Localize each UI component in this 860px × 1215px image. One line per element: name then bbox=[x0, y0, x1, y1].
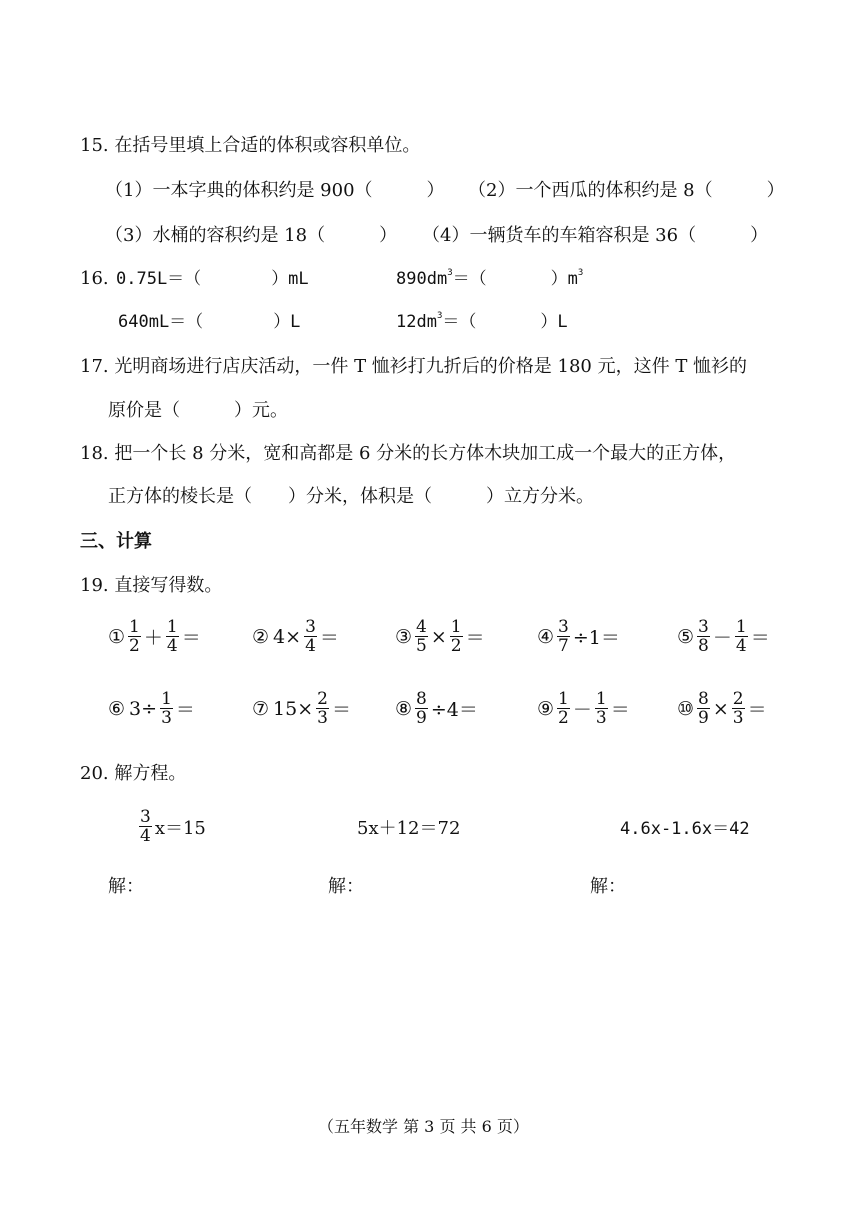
operator: ＝ bbox=[175, 699, 195, 721]
q19-problem bbox=[106, 690, 197, 727]
q19-problem bbox=[250, 618, 341, 655]
problem-number: ② bbox=[252, 625, 270, 648]
fraction: $\frac{1}{4}$ bbox=[735, 617, 747, 656]
solve-label-2: 解： bbox=[328, 876, 364, 897]
operator: ÷4＝ bbox=[430, 699, 478, 721]
operator: － bbox=[712, 627, 732, 649]
fraction: $\frac{3}{4}$ bbox=[305, 617, 316, 656]
operator: × bbox=[430, 625, 447, 648]
operator: ＝ bbox=[331, 699, 351, 721]
q17-line-1: 17. 光明商场进行店庆活动，一件 T 恤衫打九折后的价格是 180 元，这件 T 恤衫的 bbox=[80, 356, 748, 377]
problem-number: ⑤ bbox=[677, 625, 695, 648]
q16-item-3: 640mL＝（ ）L bbox=[118, 312, 301, 332]
operator: ＝ bbox=[465, 627, 485, 649]
operator: ＝ bbox=[610, 699, 630, 721]
q18-line-1: 18. 把一个长 8 分米，宽和高都是 6 分米的长方体木块加工成一个最大的正方体， bbox=[80, 443, 737, 464]
problem-number: ⑩ bbox=[677, 697, 695, 720]
operator: × bbox=[712, 697, 729, 720]
fraction: $\frac{1}{4}$ bbox=[166, 617, 178, 656]
solve-label-1: 解： bbox=[108, 876, 144, 897]
operator: ＝ bbox=[181, 627, 201, 649]
operator: 3÷ bbox=[129, 697, 158, 720]
fraction: $\frac{1}{2}$ bbox=[558, 689, 569, 728]
fraction: $\frac{8}{9}$ bbox=[698, 689, 709, 728]
q20-title: 20. 解方程。 bbox=[80, 763, 187, 784]
operator: ÷1＝ bbox=[572, 627, 620, 649]
operator: 15× bbox=[273, 697, 314, 720]
fraction: $\frac{1}{2}$ bbox=[450, 617, 462, 656]
q19-problem bbox=[106, 618, 203, 655]
problem-number: ⑥ bbox=[108, 697, 126, 720]
operator: ＝ bbox=[319, 627, 339, 649]
fraction: $\frac{3}{8}$ bbox=[698, 617, 709, 656]
operator: ＋ bbox=[143, 627, 163, 649]
operator: 4× bbox=[273, 625, 302, 648]
problem-number: ⑨ bbox=[537, 697, 555, 720]
q16-item-2: $890dm^3=$（ ）$m^3$ bbox=[396, 268, 584, 289]
q17-line-2: 原价是（ ）元。 bbox=[108, 400, 288, 421]
q16-item-4: $12dm^3=$（ ）L bbox=[396, 311, 568, 332]
fraction: $\frac{1}{2}$ bbox=[129, 617, 140, 656]
operator: ＝ bbox=[747, 699, 767, 721]
q19-problem bbox=[675, 618, 772, 655]
equation-2: 5x＋12＝72 bbox=[357, 818, 461, 839]
problem-number: ③ bbox=[395, 625, 413, 648]
solve-label-3: 解： bbox=[590, 876, 626, 897]
q15-title: 15. 在括号里填上合适的体积或容积单位。 bbox=[80, 135, 421, 156]
section-heading: 三、计算 bbox=[80, 531, 152, 552]
fraction: $\frac{1}{3}$ bbox=[595, 689, 607, 728]
fraction: $\frac{8}{9}$ bbox=[416, 689, 427, 728]
q15-item-4: （4）一辆货车的车箱容积是 36（ ） bbox=[422, 225, 769, 246]
q18-line-2: 正方体的棱长是（ ）分米，体积是（ ）立方分米。 bbox=[108, 486, 594, 507]
equation-3: 4.6x-1.6x＝42 bbox=[620, 819, 750, 839]
fraction: $\frac{4}{5}$ bbox=[416, 617, 427, 656]
q19-problem bbox=[675, 690, 769, 727]
q19-problem bbox=[393, 618, 487, 655]
q15-item-2: （2）一个西瓜的体积约是 8（ ） bbox=[468, 180, 785, 201]
fraction: $\frac{1}{3}$ bbox=[161, 689, 172, 728]
q19-problem bbox=[393, 690, 480, 727]
problem-number: ① bbox=[108, 625, 126, 648]
q16-number: 16. bbox=[80, 268, 109, 289]
q19-problem bbox=[535, 618, 622, 655]
q19-problem bbox=[535, 690, 632, 727]
fraction: $\frac{2}{3}$ bbox=[317, 689, 328, 728]
fraction: $\frac{2}{3}$ bbox=[732, 689, 744, 728]
equation-1: $\frac{3}{4}$ x＝15 bbox=[140, 807, 206, 846]
q15-item-1: （1）一本字典的体积约是 900（ ） bbox=[105, 180, 445, 201]
problem-number: ④ bbox=[537, 625, 555, 648]
q19-problem bbox=[250, 690, 353, 727]
page-footer: （五年数学 第 3 页 共 6 页） bbox=[318, 1117, 529, 1136]
q19-title: 19. 直接写得数。 bbox=[80, 575, 223, 596]
fraction: $\frac{3}{7}$ bbox=[558, 617, 569, 656]
fraction: $\frac{3}{4}$ bbox=[140, 807, 151, 846]
problem-number: ⑦ bbox=[252, 697, 270, 720]
q15-item-3: （3）水桶的容积约是 18（ ） bbox=[105, 225, 398, 246]
operator: － bbox=[572, 699, 592, 721]
q16-item-1: 0.75L＝（ ）mL bbox=[116, 269, 309, 289]
operator: ＝ bbox=[750, 627, 770, 649]
problem-number: ⑧ bbox=[395, 697, 413, 720]
